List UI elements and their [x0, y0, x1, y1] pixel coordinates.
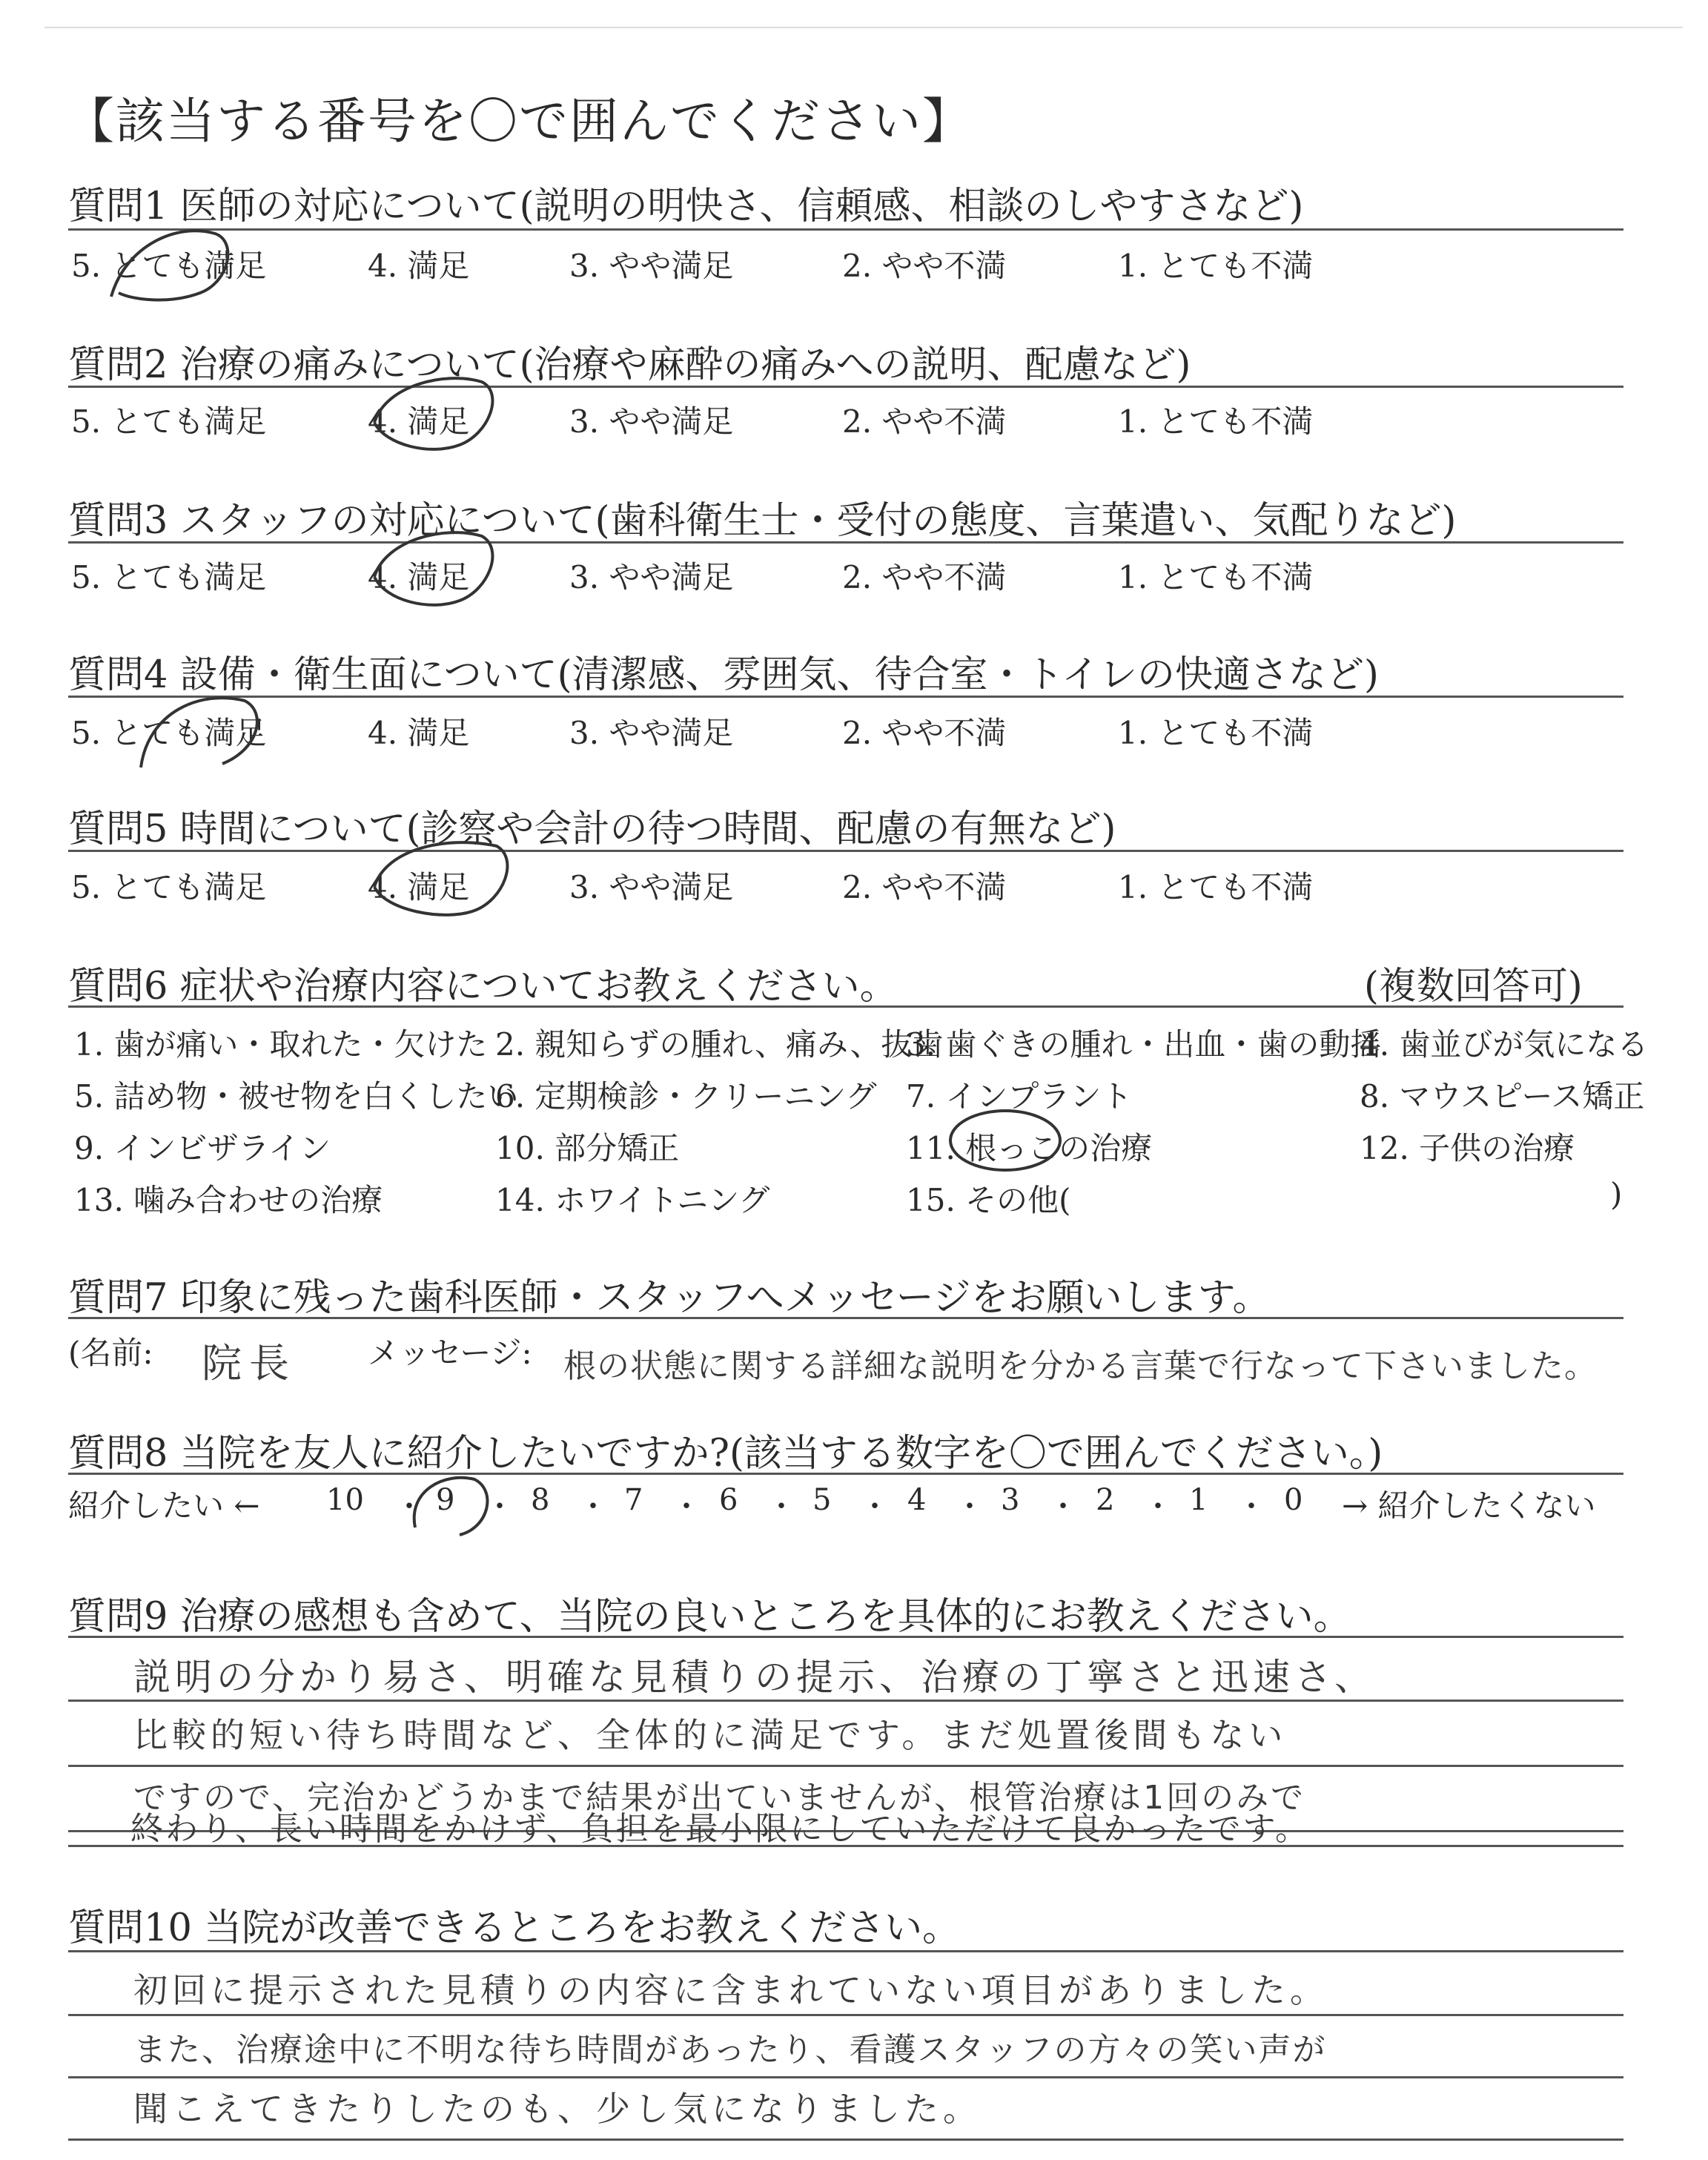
- q2-option-1[interactable]: 1. とても不満: [1118, 403, 1314, 440]
- q6-item-6[interactable]: 6. 定期検診・クリーニング: [495, 1078, 877, 1114]
- question-10-title: 質問10 当院が改善できるところをお教えください。: [68, 1906, 961, 1950]
- form-header: 【該当する番号を〇で囲んでください】: [65, 93, 973, 150]
- q8-sep: ・: [485, 1490, 514, 1524]
- q3-option-4[interactable]: 4. 満足: [368, 559, 470, 595]
- q4-option-4[interactable]: 4. 満足: [368, 715, 470, 751]
- q7-message-value[interactable]: 根の状態に関する詳細な説明を分かる言葉で行なって下さいました。: [563, 1347, 1598, 1385]
- q10-rule-2: [68, 2076, 1623, 2078]
- question-3-title: 質問3 スタッフの対応について(歯科衛生士・受付の態度、言葉遣い、気配りなど): [68, 499, 1457, 543]
- q4-option-1[interactable]: 1. とても不満: [1118, 715, 1314, 751]
- q6-item-11[interactable]: 11. 根っこの治療: [906, 1130, 1153, 1166]
- question-1-title: 質問1 医師の対応について(説明の明快さ、信頼感、相談のしやすさなど): [68, 185, 1304, 228]
- question-9-title: 質問9 治療の感想も含めて、当院の良いところを具体的にお教えください。: [68, 1595, 1351, 1639]
- q7-message-label: メッセージ:: [368, 1335, 532, 1371]
- q8-sep: ・: [394, 1490, 424, 1524]
- q10-rule-3: [68, 2138, 1623, 2141]
- q6-item-7[interactable]: 7. インプラント: [906, 1078, 1133, 1114]
- q2-option-3[interactable]: 3. やや満足: [569, 403, 734, 440]
- q8-sep: ・: [1237, 1490, 1266, 1524]
- q6-item-15[interactable]: 15. その他(: [906, 1182, 1071, 1218]
- question-5-rule: [68, 850, 1623, 852]
- q4-option-3[interactable]: 3. やや満足: [569, 715, 734, 751]
- q1-option-1[interactable]: 1. とても不満: [1118, 248, 1314, 284]
- q6-item-9[interactable]: 9. インビザライン: [74, 1130, 331, 1166]
- q5-option-1[interactable]: 1. とても不満: [1118, 869, 1314, 905]
- q8-scale-2[interactable]: 2: [1096, 1483, 1115, 1517]
- q8-sep: ・: [1048, 1490, 1078, 1524]
- q8-scale-4[interactable]: 4: [907, 1483, 927, 1517]
- q10-rule-0: [68, 1950, 1623, 1952]
- q6-item-13[interactable]: 13. 噛み合わせの治療: [74, 1182, 383, 1218]
- q6-item-14[interactable]: 14. ホワイトニング: [495, 1182, 770, 1218]
- q9-rule-0: [68, 1636, 1623, 1638]
- q8-scale-5[interactable]: 5: [812, 1483, 832, 1517]
- question-4-rule: [68, 696, 1623, 698]
- q2-option-2[interactable]: 2. やや不満: [842, 403, 1007, 440]
- q8-scale-3[interactable]: 3: [1001, 1483, 1020, 1517]
- q6-item-8[interactable]: 8. マウスピース矯正: [1360, 1078, 1645, 1114]
- q5-option-5[interactable]: 5. とても満足: [71, 869, 267, 905]
- q6-item-1[interactable]: 1. 歯が痛い・取れた・欠けた: [74, 1026, 488, 1063]
- question-4-title: 質問4 設備・衛生面について(清潔感、雰囲気、待合室・トイレの快適さなど): [68, 653, 1379, 697]
- q4-option-2[interactable]: 2. やや不満: [842, 715, 1007, 751]
- q7-name-value[interactable]: 院長: [202, 1340, 297, 1387]
- q8-scale-1[interactable]: 1: [1189, 1483, 1208, 1517]
- question-3-rule: [68, 541, 1623, 544]
- q8-left-label: 紹介したい ←: [68, 1487, 260, 1524]
- q8-scale-0[interactable]: 0: [1284, 1483, 1303, 1517]
- question-6-rule: [68, 1005, 1623, 1008]
- q5-option-2[interactable]: 2. やや不満: [842, 869, 1007, 905]
- q9-line-4[interactable]: 終わり、長い時間をかけず、負担を最小限にしていただけて良かったです。: [130, 1810, 1310, 1848]
- q3-option-3[interactable]: 3. やや満足: [569, 559, 734, 595]
- question-2-title: 質問2 治療の痛みについて(治療や麻酔の痛みへの説明、配慮など): [68, 343, 1191, 387]
- q8-sep: ・: [672, 1490, 701, 1524]
- q8-scale-10[interactable]: 10: [326, 1483, 364, 1517]
- q5-option-3[interactable]: 3. やや満足: [569, 869, 734, 905]
- question-5-title: 質問5 時間について(診察や会計の待つ時間、配慮の有無など): [68, 807, 1116, 851]
- q6-item-3[interactable]: 3. 歯ぐきの腫れ・出血・歯の動揺: [906, 1026, 1382, 1063]
- question-7-rule: [68, 1317, 1623, 1319]
- q8-right-label: → 紹介したくない: [1342, 1487, 1596, 1524]
- q10-line-2[interactable]: また、治療途中に不明な待ち時間があったり、看護スタッフの方々の笑い声が: [133, 2031, 1327, 2069]
- question-2-rule: [68, 386, 1623, 388]
- q3-option-5[interactable]: 5. とても満足: [71, 559, 267, 595]
- q8-scale-7[interactable]: 7: [624, 1483, 643, 1517]
- question-6-title: 質問6 症状や治療内容についてお教えください。: [68, 965, 898, 1008]
- q10-rule-1: [68, 2014, 1623, 2016]
- q6-item-12[interactable]: 12. 子供の治療: [1360, 1130, 1575, 1166]
- q9-rule-2: [68, 1765, 1623, 1767]
- q10-line-1[interactable]: 初回に提示された見積りの内容に含まれていない項目がありました。: [133, 1970, 1328, 2010]
- q1-option-2[interactable]: 2. やや不満: [842, 248, 1007, 284]
- q8-sep: ・: [578, 1490, 608, 1524]
- q8-sep: ・: [767, 1490, 796, 1524]
- question-1-rule: [68, 228, 1623, 231]
- q3-option-1[interactable]: 1. とても不満: [1118, 559, 1314, 595]
- q8-sep: ・: [860, 1490, 890, 1524]
- q8-sep: ・: [1143, 1490, 1173, 1524]
- q3-option-2[interactable]: 2. やや不満: [842, 559, 1007, 595]
- q6-item-5[interactable]: 5. 詰め物・被せ物を白くしたい: [74, 1078, 519, 1114]
- question-8-title: 質問8 当院を友人に紹介したいですか?(該当する数字を〇で囲んでください。): [68, 1432, 1383, 1476]
- q2-option-5[interactable]: 5. とても満足: [71, 403, 267, 440]
- q10-line-3[interactable]: 聞こえてきたりしたのも、少し気になりました。: [133, 2089, 982, 2129]
- q6-item-10[interactable]: 10. 部分矯正: [495, 1130, 680, 1166]
- q8-sep: ・: [955, 1490, 984, 1524]
- q6-item-2[interactable]: 2. 親知らずの腫れ、痛み、抜歯: [495, 1026, 944, 1063]
- question-6-note: (複数回答可): [1364, 965, 1583, 1008]
- q6-item-4[interactable]: 4. 歯並びが気になる: [1360, 1026, 1649, 1063]
- q8-scale-9[interactable]: 9: [436, 1483, 455, 1517]
- q9-line-2[interactable]: 比較的短い待ち時間など、全体的に満足です。まだ処置後間もない: [133, 1715, 1288, 1755]
- q8-scale-8[interactable]: 8: [531, 1483, 550, 1517]
- q7-name-label: (名前:: [68, 1335, 153, 1371]
- q9-line-1[interactable]: 説明の分かり易さ、明確な見積りの提示、治療の丁寧さと迅速さ、: [133, 1656, 1376, 1699]
- q5-option-4[interactable]: 4. 満足: [368, 869, 470, 905]
- q9-line-3[interactable]: ですので、完治かどうかまで結果が出ていませんが、根管治療は1回のみで: [133, 1779, 1306, 1817]
- q1-option-5[interactable]: 5. とても満足: [71, 248, 267, 284]
- top-edge-line: [44, 27, 1683, 28]
- q6-item-15-close: ): [1610, 1176, 1623, 1212]
- q1-option-3[interactable]: 3. やや満足: [569, 248, 734, 284]
- question-8-rule: [68, 1473, 1623, 1475]
- q8-scale-6[interactable]: 6: [719, 1483, 738, 1517]
- q4-option-5[interactable]: 5. とても満足: [71, 715, 267, 751]
- q1-option-4[interactable]: 4. 満足: [368, 248, 470, 284]
- q2-option-4[interactable]: 4. 満足: [368, 403, 470, 440]
- question-7-title: 質問7 印象に残った歯科医師・スタッフへメッセージをお願いします。: [68, 1276, 1271, 1320]
